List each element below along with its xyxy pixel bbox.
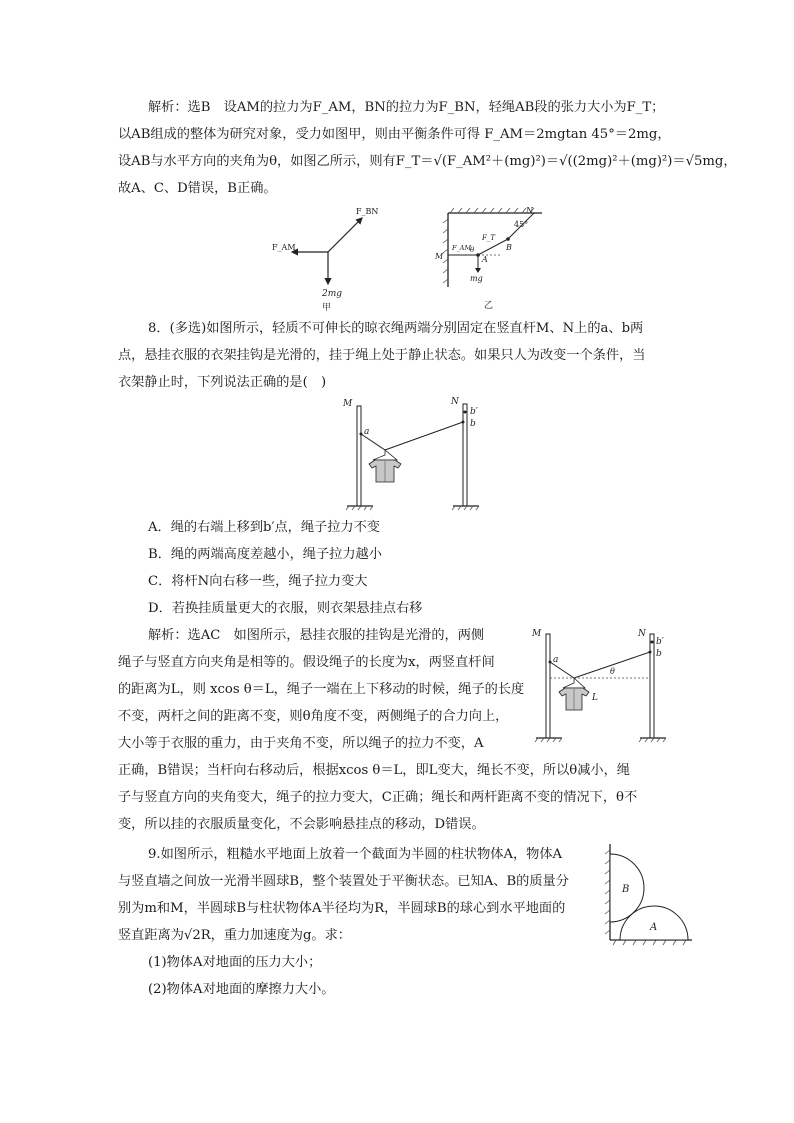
- sol8-line7: 子与竖直方向的夹角变大，绳子的拉力变大，C正确；绳长和两杆距离不变的情况下，θ不: [118, 790, 638, 805]
- q8-stem1: 8．(多选)如图所示，轻质不可伸长的晾衣绳两端分别固定在竖直杆M、N上的a、b两: [148, 321, 644, 336]
- sol8-line4: 不变，两杆之间的距离不变，则θ角度不变，两侧绳子的合力向上，: [118, 709, 509, 724]
- sol8-label-a: a: [553, 655, 559, 665]
- sol8-label-m: M: [532, 629, 542, 639]
- q9-sub1: (1)物体A对地面的压力大小；: [148, 955, 322, 970]
- q8-label-bp: b′: [470, 407, 478, 417]
- q9-line3: 别为m和M，半圆球B与柱状物体A半径均为R，半圆球B的球心到水平地面的: [118, 901, 566, 916]
- sol8-label-b: b: [656, 649, 662, 659]
- figure-sol8: [526, 624, 676, 746]
- figure-jia: [270, 200, 390, 315]
- label-fam: F_AM: [272, 243, 296, 252]
- sol8-line3: 的距离为L，则 xcos θ＝L，绳子一端在上下移动的时候，绳子的长度: [118, 682, 525, 697]
- q9-line4: 竖直距离为√2R，重力加速度为g。求：: [118, 928, 351, 943]
- label-fam2: F_AM: [452, 244, 472, 252]
- sol8-line5: 大小等于衣服的重力，由于夹角不变，所以绳子的拉力不变，A: [118, 736, 484, 751]
- sol8-line6: 正确，B错误；当杆向右移动后，根据xcos θ＝L，即L变大，绳长不变，所以θ减小，绳: [118, 763, 630, 778]
- label-n: N: [526, 206, 533, 215]
- label-a: A: [482, 255, 488, 264]
- q9-label-b: B: [622, 884, 630, 895]
- caption-jia: 甲: [322, 303, 332, 313]
- label-b: B: [506, 243, 512, 252]
- sol7-line1: 解析：选B 设AM的拉力为F_AM，BN的拉力为F_BN，轻绳AB段的张力大小为F_T；: [148, 100, 665, 115]
- q8-option-a: A．绳的右端上移到b′点，绳子拉力不变: [148, 520, 380, 535]
- q8-option-c: C．将杆N向右移一些，绳子拉力变大: [148, 574, 368, 589]
- label-m: M: [435, 252, 444, 261]
- q9-line2: 与竖直墙之间放一光滑半圆球B，整个装置处于平衡状态。已知A、B的质量分: [118, 874, 569, 889]
- sol8-label-bp: b′: [656, 637, 664, 647]
- sol7-line2: 以AB组成的整体为研究对象，受力如图甲，则由平衡条件可得 F_AM＝2mgtan 45°＝2mg，: [118, 127, 671, 142]
- caption-yi: 乙: [484, 301, 494, 311]
- q8-option-d: D．若换挂质量更大的衣服，则衣架悬挂点右移: [148, 601, 423, 616]
- q8-label-a: a: [364, 427, 370, 437]
- label-2mg: 2mg: [322, 289, 343, 299]
- figure-yi: [430, 205, 550, 313]
- q8-stem2: 点，悬挂衣服的衣架挂钩是光滑的，挂于绳上处于静止状态。如果只人为改变一个条件，当: [118, 348, 646, 363]
- q9-label-a: A: [650, 922, 658, 933]
- label-fbn: F_BN: [356, 207, 379, 216]
- q9-line1: 9.如图所示，粗糙水平地面上放着一个截面为半圆的柱状物体A，物体A: [148, 847, 563, 862]
- figure-q8: [335, 392, 495, 512]
- label-45: 45°: [514, 220, 529, 229]
- q8-label-m: M: [343, 399, 353, 409]
- figure-q9: [596, 840, 696, 948]
- sol8-label-n: N: [638, 629, 646, 639]
- q9-sub2: (2)物体A对地面的摩擦力大小。: [148, 982, 335, 997]
- sol8-label-l: L: [592, 693, 598, 703]
- sol8-line8: 变，所以挂的衣服质量变化，不会影响悬挂点的移动，D错误。: [118, 817, 485, 832]
- sol8-label-theta: θ: [610, 667, 615, 676]
- label-mg: mg: [470, 274, 483, 283]
- label-theta: θ: [470, 246, 475, 254]
- q8-label-n: N: [451, 397, 459, 407]
- force-bn-arrow: [328, 218, 362, 252]
- sol7-line4: 故A、C、D错误，B正确。: [118, 181, 277, 196]
- q8-stem3: 衣架静止时，下列说法正确的是( ): [118, 375, 327, 390]
- sol7-line3: 设AB与水平方向的夹角为θ，如图乙所示，则有F_T＝√(F_AM²＋(mg)²)＝√((2mg)²＋(mg)²)＝√5mg，: [118, 154, 737, 169]
- sol8-line1: 解析：选AC 如图所示，悬挂衣服的挂钩是光滑的，两侧: [148, 628, 485, 643]
- label-ft: F_T: [482, 234, 496, 242]
- sol8-line2: 绳子与竖直方向夹角是相等的。假设绳子的长度为x，两竖直杆间: [118, 655, 495, 670]
- q8-label-b: b: [470, 419, 476, 429]
- q8-option-b: B．绳的两端高度差越小，绳子拉力越小: [148, 547, 382, 562]
